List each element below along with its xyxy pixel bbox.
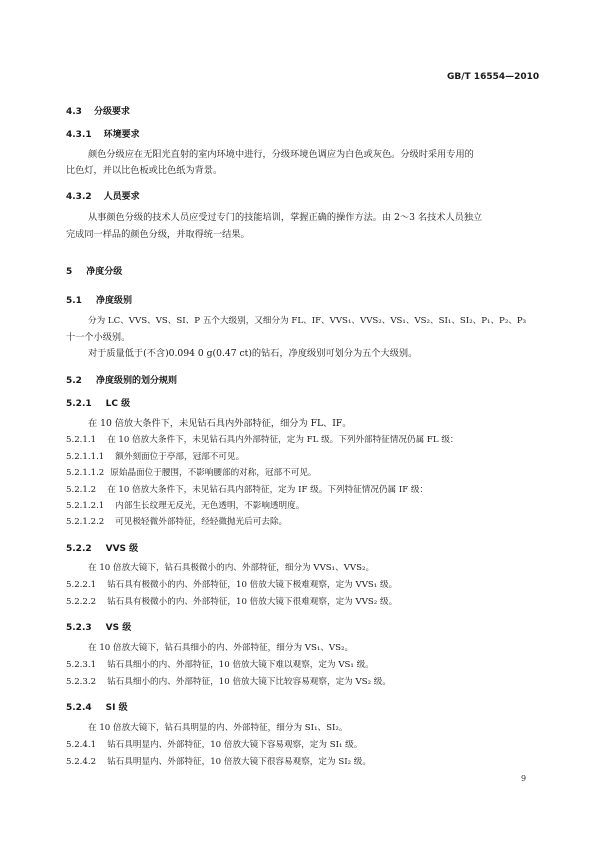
paragraph-line: 完成同一样品的颜色分级，并取得统一结果。 <box>66 229 250 240</box>
clause-number: 5.2.1.2.2 <box>66 517 105 527</box>
clause-text: 钻石具明显内、外部特征，10 倍放大镜下很容易观察，定为 SI₂ 级。 <box>107 757 371 767</box>
clause-5-2-1-2-2 <box>66 516 287 529</box>
heading-number: 5.1 <box>66 296 82 306</box>
heading-number: 5.2 <box>66 376 82 386</box>
clause-number: 5.2.3.1 <box>66 660 97 670</box>
clause-number: 5.2.2.2 <box>66 597 97 607</box>
clause-5-2-4-1 <box>66 739 362 752</box>
heading-title: 人员要求 <box>103 192 140 202</box>
clause-text: 钻石具细小的内、外部特征，10 倍放大镜下难以观察，定为 VS₁ 级。 <box>107 660 374 670</box>
heading-number: 5.2.2 <box>66 544 92 554</box>
heading-5-2-2 <box>66 541 138 554</box>
heading-5-2-3 <box>66 620 131 633</box>
heading-title: 净度级别 <box>95 296 132 306</box>
clause-5-2-4-2 <box>66 756 371 769</box>
paragraph-line: 十一个小级别。 <box>66 332 131 343</box>
clause-5-2-1-1-1 <box>66 451 244 464</box>
heading-title: SI 级 <box>105 703 128 713</box>
heading-4-3-2 <box>66 189 140 202</box>
heading-title: 净度级别的划分规则 <box>95 376 177 386</box>
clause-number: 5.2.1.1 <box>66 435 97 445</box>
heading-number: 5 <box>66 267 73 277</box>
clause-5-2-1-2-1 <box>66 500 304 513</box>
clause-text: 额外刻面位于亭部，冠部不可见。 <box>115 452 245 462</box>
clause-number: 5.2.1.1.2 <box>66 468 105 478</box>
clause-5-2-1-2 <box>66 484 428 497</box>
paragraph-line: 对于质量低于(不含)0.094 0 g(0.47 ct)的钻石，净度级别可划分为五个大级别。 <box>88 348 418 359</box>
clause-number: 5.2.1.2.1 <box>66 501 105 511</box>
heading-number: 4.3 <box>66 107 82 117</box>
heading-5-2 <box>66 373 177 386</box>
paragraph-line: 在 10 倍放大镜下，钻石具明显的内、外部特征，细分为 SI₁、SI₂。 <box>88 723 348 733</box>
clause-5-2-2-1 <box>66 579 397 592</box>
clause-number: 5.2.4.1 <box>66 740 97 750</box>
heading-number: 4.3.1 <box>66 130 92 140</box>
clause-5-2-1-1 <box>66 434 459 447</box>
heading-title: 环境要求 <box>103 130 140 140</box>
heading-number: 5.2.3 <box>66 623 92 633</box>
clause-5-2-3-2 <box>66 676 391 689</box>
clause-text: 钻石具有极微小的内、外部特征，10 倍放大镜下很难观察，定为 VVS₂ 级。 <box>107 597 398 607</box>
heading-title: VVS 级 <box>105 544 139 554</box>
clause-text: 内部生长纹理无反光，无色透明，不影响透明度。 <box>115 501 305 511</box>
heading-title: VS 级 <box>105 623 132 633</box>
clause-number: 5.2.4.2 <box>66 757 97 767</box>
clause-text: 在 10 倍放大条件下，未见钻石具内部特征，定为 IF 级。下列特征情况仍属 IF 级： <box>107 485 429 495</box>
standard-number: GB/T 16554—2010 <box>447 72 540 82</box>
clause-text: 钻石具明显内、外部特征，10 倍放大镜下容易观察，定为 SI₁ 级。 <box>107 740 363 750</box>
heading-number: 4.3.2 <box>66 192 92 202</box>
heading-5 <box>66 264 122 277</box>
heading-title: LC 级 <box>105 399 131 409</box>
heading-title: 净度分级 <box>86 267 123 277</box>
clause-text: 钻石具细小的内、外部特征，10 倍放大镜下比较容易观察，定为 VS₂ 级。 <box>107 677 391 687</box>
clause-number: 5.2.1.1.1 <box>66 452 105 462</box>
heading-number: 5.2.4 <box>66 703 92 713</box>
clause-5-2-3-1 <box>66 659 374 672</box>
paragraph-line: 在 10 倍放大镜下，钻石具极微小的内、外部特征，细分为 VVS₁、VVS₂。 <box>88 563 375 573</box>
paragraph-line: 在 10 倍放大条件下，未见钻石具内外部特征，细分为 FL、IF。 <box>88 418 352 429</box>
paragraph-line: 从事颜色分级的技术人员应受过专门的技能培训，掌握正确的操作方法。由 2～3 名技术人员独立 <box>88 212 483 223</box>
paragraph-line: 颜色分级应在无阳光直射的室内环境中进行，分级环境色调应为白色或灰色。分级时采用专用的 <box>88 149 474 160</box>
heading-title: 分级要求 <box>93 107 130 117</box>
paragraph-line: 分为 LC、VVS、VS、SI、P 五个大级别，又细分为 FL、IF、VVS₁、VVS₂、VS₁、VS₂、SI₁、SI₂、P₁、P₂、P₃ <box>88 316 527 326</box>
clause-text: 可见极轻微外部特征，经轻微抛光后可去除。 <box>115 517 288 527</box>
clause-text: 原始晶面位于腰围，不影响腰部的对称，冠部不可见。 <box>110 468 317 478</box>
heading-4-3 <box>66 104 130 117</box>
clause-text: 钻石具有极微小的内、外部特征，10 倍放大镜下极难观察，定为 VVS₁ 级。 <box>107 580 398 590</box>
paragraph-line: 在 10 倍放大镜下，钻石具细小的内、外部特征，细分为 VS₁、VS₂。 <box>88 643 354 653</box>
heading-5-1 <box>66 293 132 306</box>
paragraph-line: 比色灯，并以比色板或比色纸为背景。 <box>66 165 223 176</box>
clause-number: 5.2.3.2 <box>66 677 97 687</box>
clause-number: 5.2.2.1 <box>66 580 97 590</box>
clause-5-2-1-1-2 <box>66 467 317 480</box>
page-number: 9 <box>521 774 527 783</box>
heading-5-2-1 <box>66 396 130 409</box>
clause-number: 5.2.1.2 <box>66 485 97 495</box>
heading-4-3-1 <box>66 127 140 140</box>
heading-number: 5.2.1 <box>66 399 92 409</box>
heading-5-2-4 <box>66 700 128 713</box>
clause-text: 在 10 倍放大条件下，未见钻石具内外部特征，定为 FL 级。下列外部特征情况仍属 FL 级： <box>107 435 459 445</box>
clause-5-2-2-2 <box>66 596 397 609</box>
